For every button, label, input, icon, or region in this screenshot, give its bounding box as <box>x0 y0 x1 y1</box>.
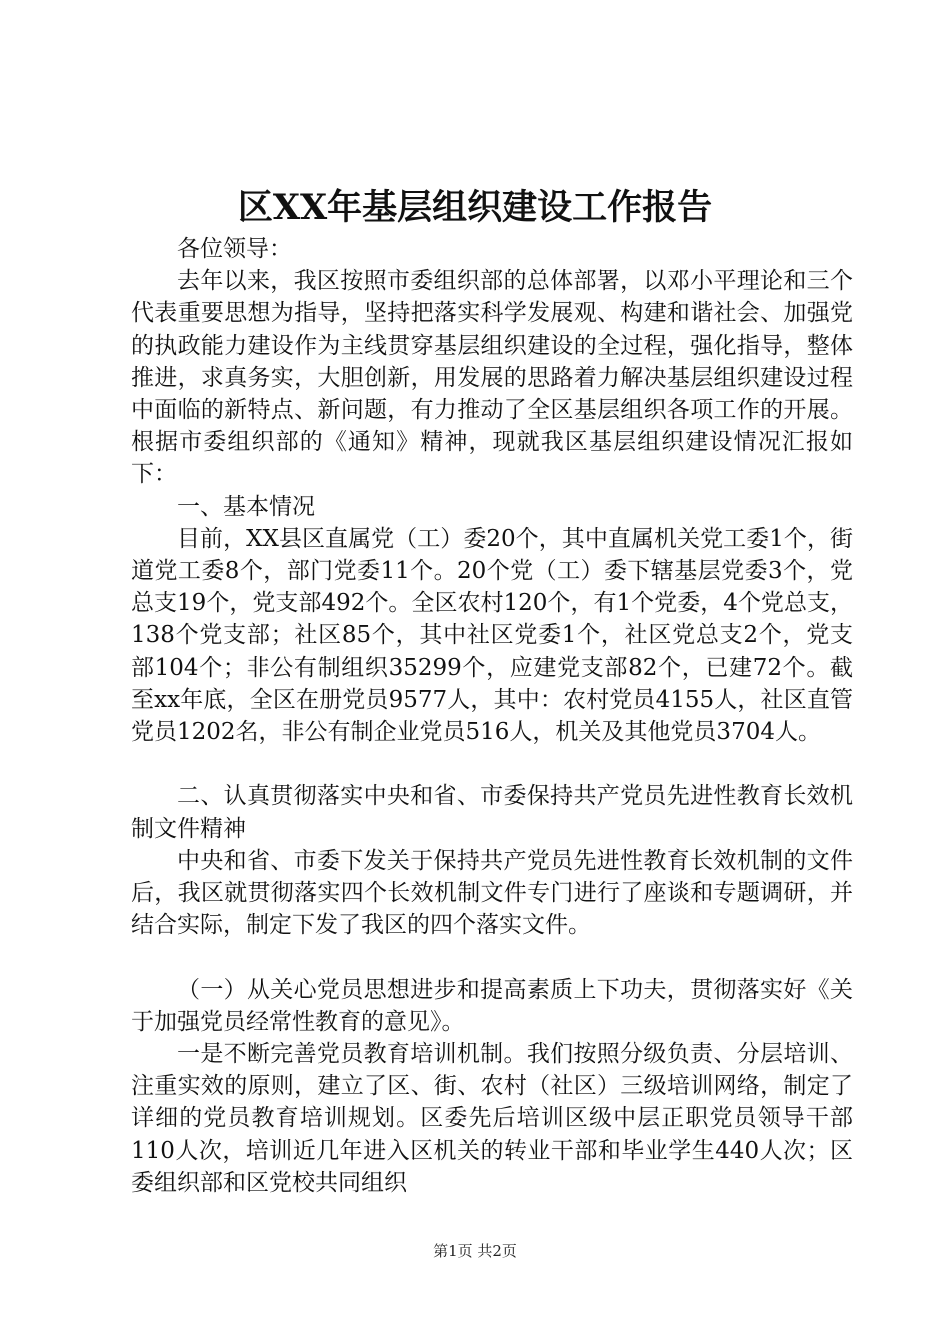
basic-situation-paragraph: 目前，XX县区直属党（工）委20个，其中直属机关党工委1个，街道党工委8个，部门党委11个。20个党（工）委下辖基层党委3个，党总支19个，党支部492个。全区农村120个，有1个党委，4个党总支，138个党支部；社区85个，其中社区党委1个，社区党总支2个，党支部104个；非公有制组织35299个，应建党支部82个，已建72个。截至xx年底，全区在册党员9577人，其中：农村党员4155人，社区直管党员1202名，非公有制企业党员516人，机关及其他党员3704人。 <box>131 525 853 746</box>
section-heading-implementation: 二、认真贯彻落实中央和省、市委保持共产党员先进性教育长效机制文件精神 <box>131 783 853 842</box>
document-body <box>131 233 853 1199</box>
page-footer: 第1页 共2页 <box>433 1242 517 1260</box>
document-title: 区XX年基层组织建设工作报告 <box>237 187 713 228</box>
training-mechanism-paragraph: 一是不断完善党员教育培训机制。我们按照分级负责、分层培训、注重实效的原则，建立了区、街、农村（社区）三级培训网络，制定了详细的党员教育培训规划。区委先后培训区级中层正职党员领导干部110人次，培训近几年进入区机关的转业干部和毕业学生440人次；区委组织部和区党校共同组织 <box>131 1041 853 1196</box>
paragraph-gap <box>131 941 853 973</box>
intro-paragraph: 去年以来，我区按照市委组织部的总体部署，以邓小平理论和三个代表重要思想为指导，坚持把落实科学发展观、构建和谐社会、加强党的执政能力建设作为主线贯穿基层组织建设的全过程，强化指导，整体推进，求真务实，大胆创新，用发展的思路着力解决基层组织建设过程中面临的新特点、新问题，有力推动了全区基层组织各项工作的开展。根据市委组织部的《通知》精神，现就我区基层组织建设情况汇报如下： <box>131 268 853 488</box>
implementation-paragraph: 中央和省、市委下发关于保持共产党员先进性教育长效机制的文件后，我区就贯彻落实四个长效机制文件专门进行了座谈和专题调研，并结合实际，制定下发了我区的四个落实文件。 <box>131 847 853 939</box>
paragraph-gap <box>131 748 853 780</box>
subsection-heading-education: （一）从关心党员思想进步和提高素质上下功夫，贯彻落实好《关于加强党员经常性教育的意见》。 <box>131 976 853 1035</box>
salutation: 各位领导： <box>177 236 292 262</box>
section-heading-basic-situation: 一、基本情况 <box>177 493 315 520</box>
